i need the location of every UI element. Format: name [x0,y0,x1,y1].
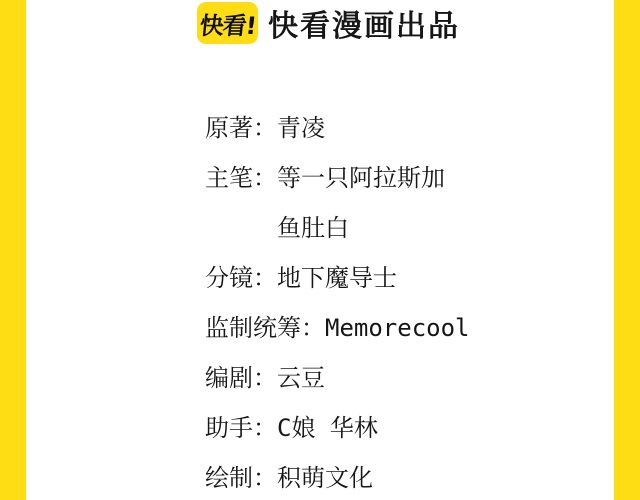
credit-line: 原著：青凌 [205,114,325,142]
credit-line: 绘制：积萌文化 [205,464,373,492]
credit-line: 编剧：云豆 [205,364,325,392]
credits-list [205,103,470,500]
left-gutter-bar [0,0,26,500]
right-gutter-bar [614,0,640,500]
credit-line: 助手：C娘 华林 [205,414,378,442]
credit-line: 分镜：地下魔导士 [205,264,397,292]
credit-line: 主笔：等一只阿拉斯加 [205,164,445,192]
credit-line: 鱼肚白 [277,214,349,242]
publisher-title: 快看漫画出品 [268,9,460,44]
kuaikan-logo-text: 快看! [197,11,257,40]
brand-header [197,1,460,45]
credit-line: 监制统筹：Memorecool [205,314,470,342]
kuaikan-logo [197,2,258,44]
